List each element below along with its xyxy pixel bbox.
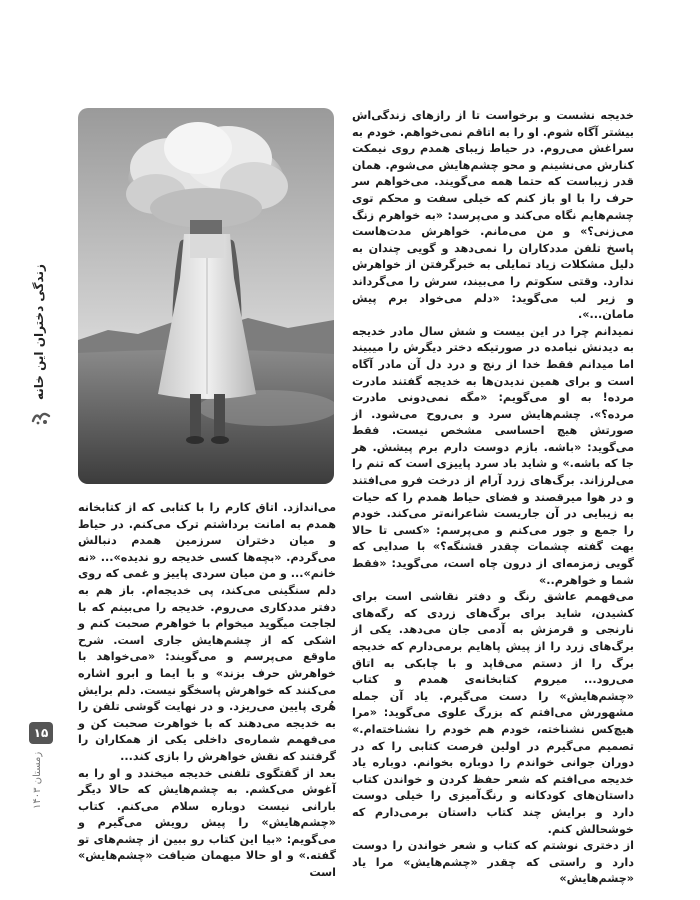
paragraph: بعد از گفتگوی تلفنی خدیجه میخندد و او را به آغوش می‌کشم. به چشم‌هایش که حالا دیگر بارانی نیست دوباره سلام می‌کنم. کتاب «چشم‌هایش» را پیش رویش می‌گیرم و می‌گویم: «بیا این کتاب رو ببین از چشم‌های تو گفته.» و او حالا میهمان ضیافت «چشم‌هایش» است (78, 766, 336, 880)
paragraph: می‌اندازد. اتاق کارم را با کتابی که از کتابخانه همدم به امانت برداشتم ترک می‌کنم. در حیاط و میان دختران سرزمین همدم دنبالش می‌گردم. «بچه‌ها کسی خدیجه رو ندیده»... «نه خانم»... و من میان سردی پاییز و غمی که روی دلم سنگینی می‌کند، پی خدیجه‌ام. باز هم به دفتر مددکاری می‌روم. خدیجه را می‌بینم که با لجاجت میگوید میخوام با خواهرم صحبت کنم و اشکی که از چشم‌هایش جاری است. شرح ماوقع می‌پرسم و می‌گویند: «می‌خواهد با خواهرش حرف بزند» و با ایما و ابرو اشاره می‌کنند که خواهرش پاسخگو نیست. دلم برایش هُری پایین می‌ریزد. و در نهایت گوشی تلفن را به خدیجه می‌دهند که با خواهرت صحبت کن و می‌فهمم شماره‌ی داخلی یکی از همکاران را گرفتند که نقش خواهرش را بازی کند... (78, 501, 336, 763)
section-title: زندگی دختران این خانه (32, 264, 46, 400)
paragraph: خدیجه نشست و برخواست تا از رازهای زندگی‌اش بیشتر آگاه شوم. او را به اتاقم نمی‌خواهم. خودم به سراغش می‌روم. در حیاط زیبای همدم روی نیمکت کنارش می‌نشینم و محو چشم‌هایش می‌شوم. همان قدر زیباست که حتما همه می‌گویند. می‌خواهم سر حرف را با او باز کنم که خیلی سفت و محکم توی چشم‌هایم نگاه می‌کند و می‌پرسد: «به خواهرم زنگ می‌زنی؟» و من می‌مانم. خواهرش مدت‌هاست پاسخ تلفن مددکاران را نمی‌دهد و گویی چندان به دلیل مشکلات زیاد تمایلی به خبرگرفتن از خواهرش ندارد. وقتی سکوتم را می‌بیند، سرش را می‌گرداند و زیر لب می‌گوید: «دلم می‌خواد برم پیش مامان...». (352, 109, 634, 322)
article-left-column (78, 500, 336, 882)
issue-label: زمستان ۱۴۰۳ (32, 751, 43, 809)
paragraph: می‌فهمم عاشق رنگ و دفتر نقاشی است برای کشیدن، شاید برای برگ‌های زردی که رگه‌های نارنجی و قرمزش به آدمی جان می‌دهد. یکی از برگ‌های زرد را از پیش پاهایم برمی‌دارم که خدیجه برگ را از دستم می‌قاپد و با چابکی به اتاق می‌رود... میروم کتابخانه‌ی همدم و کتاب «چشم‌هایش» را دست می‌گیرم. یاد آن جمله مشهورش می‌افتم که بزرگ علوی می‌گوید: «مرا هیچ‌کس نشناخته، خودم هم خودم را نشناخته‌ام.» تصمیم می‌گیرم در اولین فرصت کتابی را که در دوران جوانی خواندم را دوباره بخوانم. دوباره یاد خدیجه می‌افتم که شعر حفظ کردن و خواندن کتاب داستان‌های کودکانه و رنگ‌آمیزی را خیلی دوست دارد و برایش چند کتاب داستان برمی‌دارم که خوشحالش کنم. (352, 590, 634, 836)
article-right-column (352, 108, 634, 888)
paragraph: از دختری نوشتم که کتاب و شعر خواندن را دوست دارد و راستی که چقدر «چشم‌هایش» مرا یاد «چشم‌هایش» (352, 839, 634, 886)
page-sidebar (22, 264, 58, 809)
paragraph: نمیدانم چرا در این بیست و شش سال مادر خدیجه به دیدنش نیامده در صورتیکه دختر دیگرش را میبیند اما میدانم فقط خدا از رنج و درد دل آن مادر آگاه است و برای همین ندیدن‌ها به خدیجه گفتند مادرت مرده! به او می‌گویم: «مگه نمی‌دونی مادرت مرده؟». چشم‌هایش سرد و بی‌روح می‌شود. از صورتش هیچ احساسی مشخص نیست. فقط می‌گوید: «باشه. بازم دوست دارم برم پیشش. هر جا که باشه.» و شاید باد سرد پاییزی است که تنم را می‌لرزاند. برگ‌های زرد آرام از درخت فرو می‌افتند و در هوا میرقصند و فضای حیاط همدم را که حیات به زیبایی در آن جاریست شاعرانه‌تر می‌کند. خودم را جمع و جور می‌کنم و می‌پرسم: «کسی تا حالا بهت گفته چشمات چقدر قشنگه؟» با صدایی که گویی زمزمه‌ای از درون چاه است، می‌گوید: «فقط شما و خواهرم..» (352, 324, 634, 587)
magazine-logo-icon (30, 406, 52, 428)
cloud-head-girl-photo (78, 108, 334, 484)
page-number: ۱۵ (29, 722, 53, 744)
